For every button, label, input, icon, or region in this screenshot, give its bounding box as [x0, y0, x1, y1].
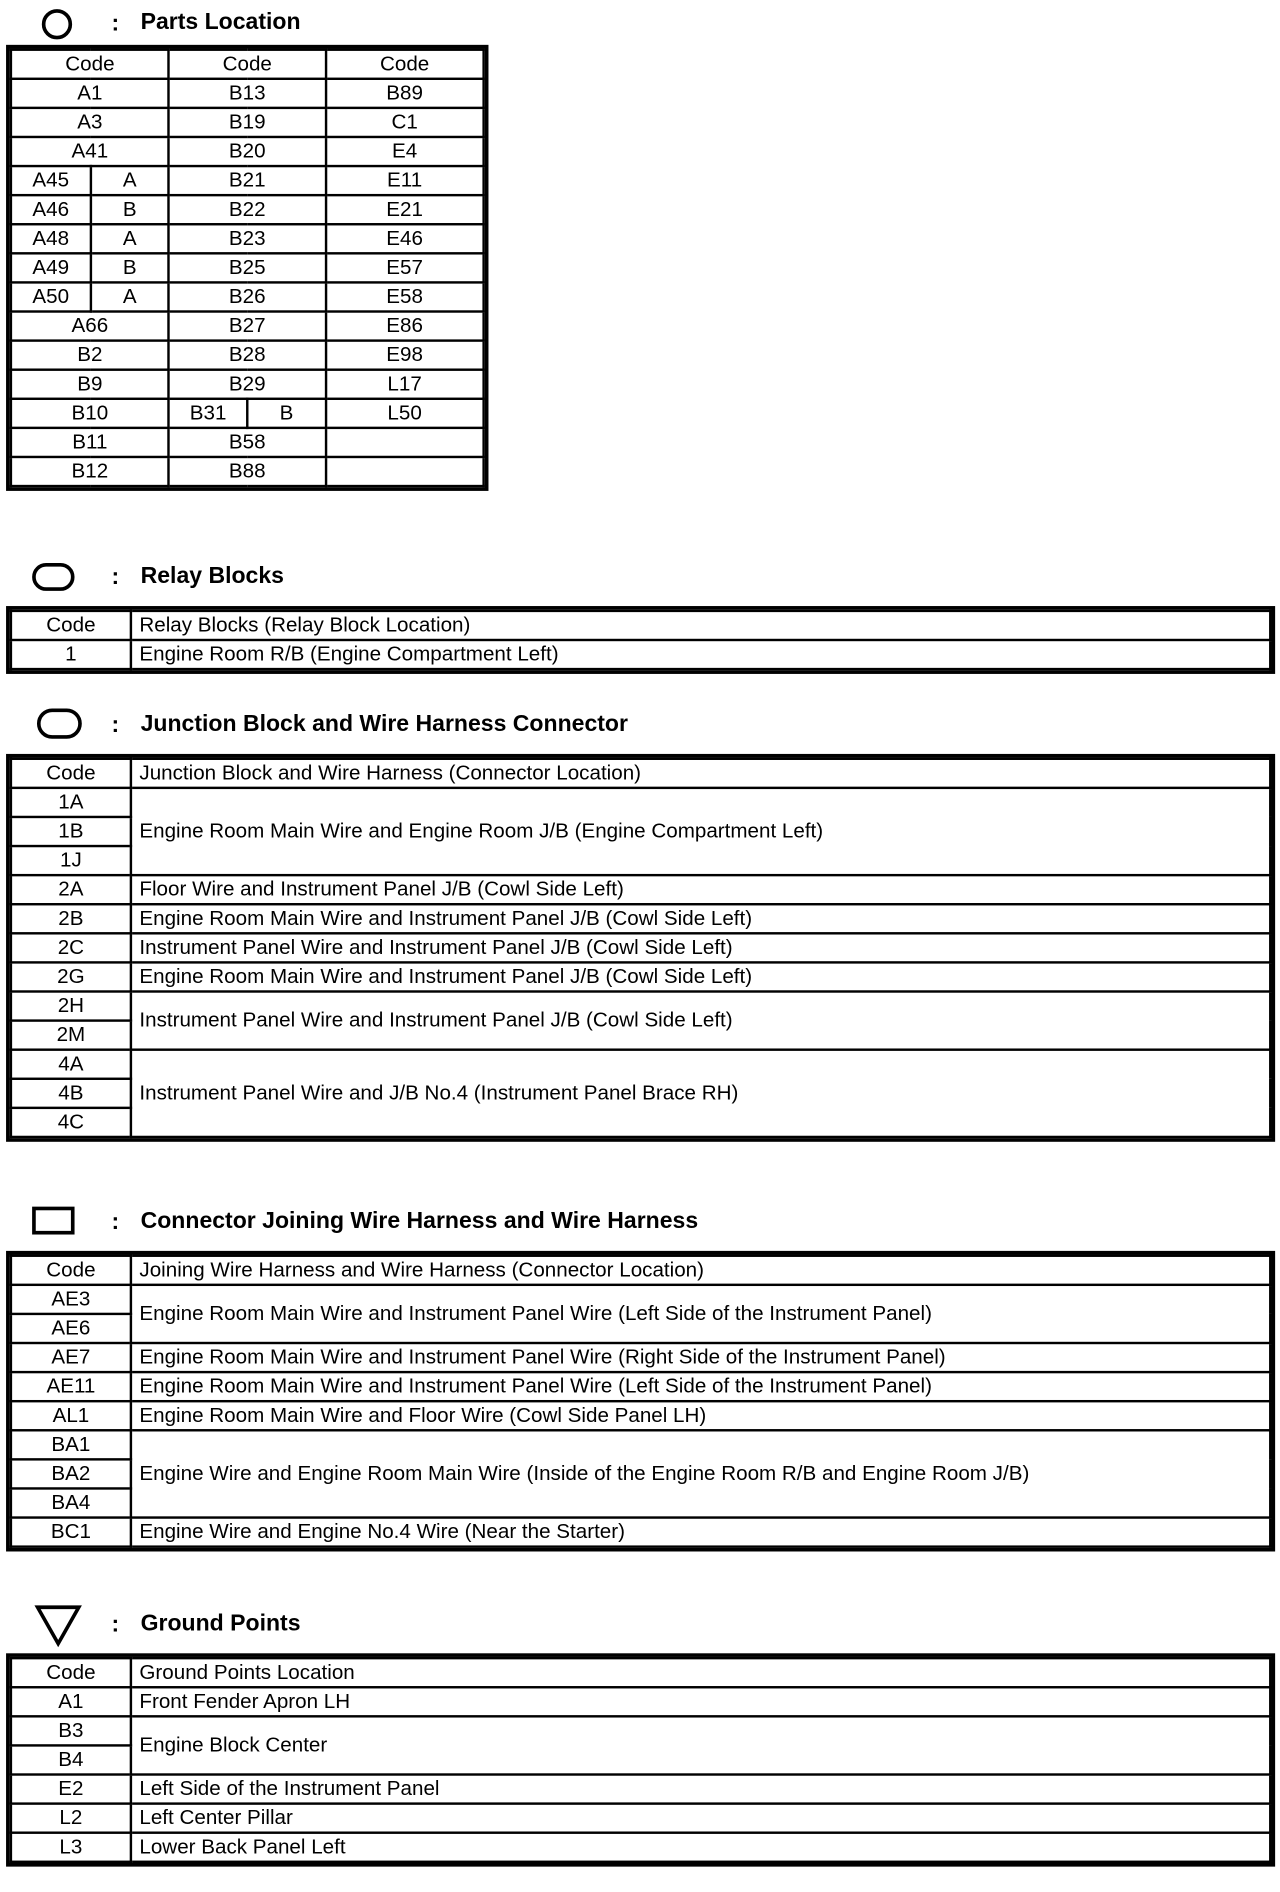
code-cell: BA1 [11, 1430, 131, 1459]
table-row [11, 1372, 1270, 1401]
code-cell: B29 [169, 370, 326, 399]
code-cell: B2 [11, 341, 169, 370]
code-cell: 1J [11, 846, 131, 875]
code-cell: B4 [11, 1745, 131, 1774]
section-title: Parts Location [140, 9, 301, 36]
code-cell: BC1 [11, 1518, 131, 1547]
description-cell: Engine Room Main Wire and Floor Wire (Cowl Side Panel LH) [131, 1401, 1270, 1430]
description-cell: Engine Wire and Engine Room Main Wire (Inside of the Engine Room R/B and Engine Room J/B) [131, 1430, 1270, 1517]
code-cell: 2A [11, 875, 131, 904]
code-cell: L17 [326, 370, 484, 399]
code-cell: AE6 [11, 1314, 131, 1343]
code-cell: AE11 [11, 1372, 131, 1401]
table-row [11, 282, 484, 311]
table-row [11, 370, 484, 399]
code-cell: E4 [326, 137, 484, 166]
code-cell: AE7 [11, 1343, 131, 1372]
code-cell: A48 [11, 224, 91, 253]
code-cell: AL1 [11, 1401, 131, 1430]
description-cell: Engine Block Center [131, 1716, 1270, 1774]
table-row [11, 428, 484, 457]
table-row [11, 341, 484, 370]
code-cell: 1B [11, 817, 131, 846]
code-cell: 2C [11, 933, 131, 962]
table-row [11, 991, 1270, 1020]
table-header-row [11, 50, 484, 79]
code-cell: BA4 [11, 1488, 131, 1517]
code-cell: B89 [326, 79, 484, 108]
table-row [11, 1518, 1270, 1547]
circle-symbol-icon [41, 8, 73, 40]
code-cell: BA2 [11, 1459, 131, 1488]
parts-location-header [0, 2, 1280, 43]
description-cell: Floor Wire and Instrument Panel J/B (Cowl Side Left) [131, 875, 1270, 904]
section-title: Ground Points [140, 1610, 301, 1637]
table-row [11, 962, 1270, 991]
code-cell: B27 [169, 312, 326, 341]
code-cell: E57 [326, 253, 484, 282]
colon: : [111, 10, 120, 37]
header-description: Relay Blocks (Relay Block Location) [131, 611, 1270, 640]
table-row [11, 457, 484, 486]
junction-block-header [0, 704, 1280, 745]
description-cell: Instrument Panel Wire and Instrument Panel J/B (Cowl Side Left) [131, 933, 1270, 962]
code-cell: 2G [11, 962, 131, 991]
colon: : [111, 1612, 120, 1638]
code-cell: 2M [11, 1021, 131, 1050]
empty-cell [326, 457, 484, 486]
square-symbol-icon [32, 1206, 76, 1238]
code-cell: B22 [169, 195, 326, 224]
description-cell: Left Center Pillar [131, 1804, 1270, 1833]
oval-symbol-icon [36, 708, 82, 740]
header-code: Code [169, 50, 326, 79]
sub-code-cell: A [91, 166, 169, 195]
sub-code-cell: B [91, 253, 169, 282]
code-cell: B3 [11, 1716, 131, 1745]
description-cell: Front Fender Apron LH [131, 1687, 1270, 1716]
table-header-row [11, 759, 1270, 788]
code-cell: A3 [11, 108, 169, 137]
sub-code-cell: A [91, 224, 169, 253]
table-row [11, 312, 484, 341]
code-cell: 2H [11, 991, 131, 1020]
code-cell: A1 [11, 79, 169, 108]
colon: : [111, 712, 120, 739]
description-cell: Engine Room Main Wire and Instrument Panel Wire (Left Side of the Instrument Panel) [131, 1372, 1270, 1401]
code-cell: E98 [326, 341, 484, 370]
sub-code-cell: B [91, 195, 169, 224]
table-row [11, 79, 484, 108]
table-row [11, 933, 1270, 962]
header-code: Code [11, 1256, 131, 1285]
code-cell: B88 [169, 457, 326, 486]
section-title: Connector Joining Wire Harness and Wire Harness [140, 1208, 699, 1234]
header-code: Code [11, 50, 169, 79]
table-row [11, 1430, 1270, 1459]
header-code: Code [11, 759, 131, 788]
code-cell: E21 [326, 195, 484, 224]
table-row [11, 1687, 1270, 1716]
table-row [11, 108, 484, 137]
header-description: Junction Block and Wire Harness (Connector Location) [131, 759, 1270, 788]
code-cell: E86 [326, 312, 484, 341]
description-cell: Engine Room Main Wire and Instrument Panel J/B (Cowl Side Left) [131, 904, 1270, 933]
code-cell: B11 [11, 428, 169, 457]
table-row [11, 1804, 1270, 1833]
header-description: Joining Wire Harness and Wire Harness (Connector Location) [131, 1256, 1270, 1285]
table-row [11, 788, 1270, 817]
table-row [11, 1833, 1270, 1862]
description-cell: Lower Back Panel Left [131, 1833, 1270, 1862]
header-code: Code [11, 1658, 131, 1687]
code-cell: B9 [11, 370, 169, 399]
table-row [11, 640, 1270, 669]
code-cell: B31 [169, 399, 247, 428]
relay-blocks-table [10, 610, 1272, 671]
code-cell: B12 [11, 457, 169, 486]
section-title: Relay Blocks [140, 563, 284, 590]
code-cell: L2 [11, 1804, 131, 1833]
code-cell: 4A [11, 1050, 131, 1079]
description-cell: Engine Room R/B (Engine Compartment Left) [131, 640, 1270, 669]
code-cell: B25 [169, 253, 326, 282]
table-row [11, 904, 1270, 933]
table-header-row [11, 1256, 1270, 1285]
description-cell: Engine Room Main Wire and Instrument Panel Wire (Left Side of the Instrument Panel) [131, 1285, 1270, 1343]
empty-cell [326, 428, 484, 457]
description-cell: Engine Wire and Engine No.4 Wire (Near the Starter) [131, 1518, 1270, 1547]
header-description: Ground Points Location [131, 1658, 1270, 1687]
description-cell: Instrument Panel Wire and Instrument Panel J/B (Cowl Side Left) [131, 991, 1270, 1049]
code-cell: B23 [169, 224, 326, 253]
code-cell: A50 [11, 282, 91, 311]
code-cell: B58 [169, 428, 326, 457]
code-cell: 1A [11, 788, 131, 817]
code-cell: A49 [11, 253, 91, 282]
colon: : [111, 564, 120, 591]
code-cell: AE3 [11, 1285, 131, 1314]
colon: : [111, 1209, 120, 1236]
code-cell: A1 [11, 1687, 131, 1716]
code-cell: A45 [11, 166, 91, 195]
code-cell: E2 [11, 1775, 131, 1804]
ground-points-header [0, 1604, 1280, 1645]
description-cell: Instrument Panel Wire and J/B No.4 (Instrument Panel Brace RH) [131, 1050, 1270, 1137]
code-cell: 2B [11, 904, 131, 933]
code-cell: 4B [11, 1079, 131, 1108]
parts-location-table [10, 48, 485, 487]
code-cell: A41 [11, 137, 169, 166]
table-header-row [11, 611, 1270, 640]
code-cell: E11 [326, 166, 484, 195]
table-row [11, 1716, 1270, 1745]
table-row [11, 1285, 1270, 1314]
description-cell: Engine Room Main Wire and Instrument Panel Wire (Right Side of the Instrument Panel) [131, 1343, 1270, 1372]
code-cell: 1 [11, 640, 131, 669]
sub-code-cell: A [91, 282, 169, 311]
table-header-row [11, 1658, 1270, 1687]
connector-joining-table [10, 1255, 1272, 1548]
code-cell: A66 [11, 312, 169, 341]
table-row [11, 253, 484, 282]
code-cell: A46 [11, 195, 91, 224]
table-row [11, 875, 1270, 904]
code-cell: 4C [11, 1108, 131, 1137]
code-cell: C1 [326, 108, 484, 137]
code-cell: L50 [326, 399, 484, 428]
header-code: Code [11, 611, 131, 640]
code-cell: B21 [169, 166, 326, 195]
connector-joining-header [0, 1201, 1280, 1242]
description-cell: Left Side of the Instrument Panel [131, 1775, 1270, 1804]
code-cell: B10 [11, 399, 169, 428]
sub-code-cell: B [247, 399, 325, 428]
code-cell: B28 [169, 341, 326, 370]
code-cell: B26 [169, 282, 326, 311]
header-code: Code [326, 50, 484, 79]
ground-points-table [10, 1657, 1272, 1863]
section-title: Junction Block and Wire Harness Connector [140, 711, 628, 737]
code-cell: B13 [169, 79, 326, 108]
table-row [11, 399, 484, 428]
description-cell: Engine Room Main Wire and Instrument Panel J/B (Cowl Side Left) [131, 962, 1270, 991]
relay-blocks-header [0, 556, 1280, 597]
table-row [11, 224, 484, 253]
table-row [11, 1401, 1270, 1430]
code-cell: B20 [169, 137, 326, 166]
junction-block-table [10, 758, 1272, 1139]
code-cell: L3 [11, 1833, 131, 1862]
code-cell: E46 [326, 224, 484, 253]
code-cell: B19 [169, 108, 326, 137]
table-row [11, 166, 484, 195]
rounded-rect-symbol-icon [32, 562, 76, 591]
code-cell: E58 [326, 282, 484, 311]
description-cell: Engine Room Main Wire and Engine Room J/B (Engine Compartment Left) [131, 788, 1270, 875]
table-row [11, 1343, 1270, 1372]
triangle-symbol-icon [34, 1604, 82, 1648]
table-row [11, 1775, 1270, 1804]
table-row [11, 137, 484, 166]
table-row [11, 1050, 1270, 1079]
table-row [11, 195, 484, 224]
